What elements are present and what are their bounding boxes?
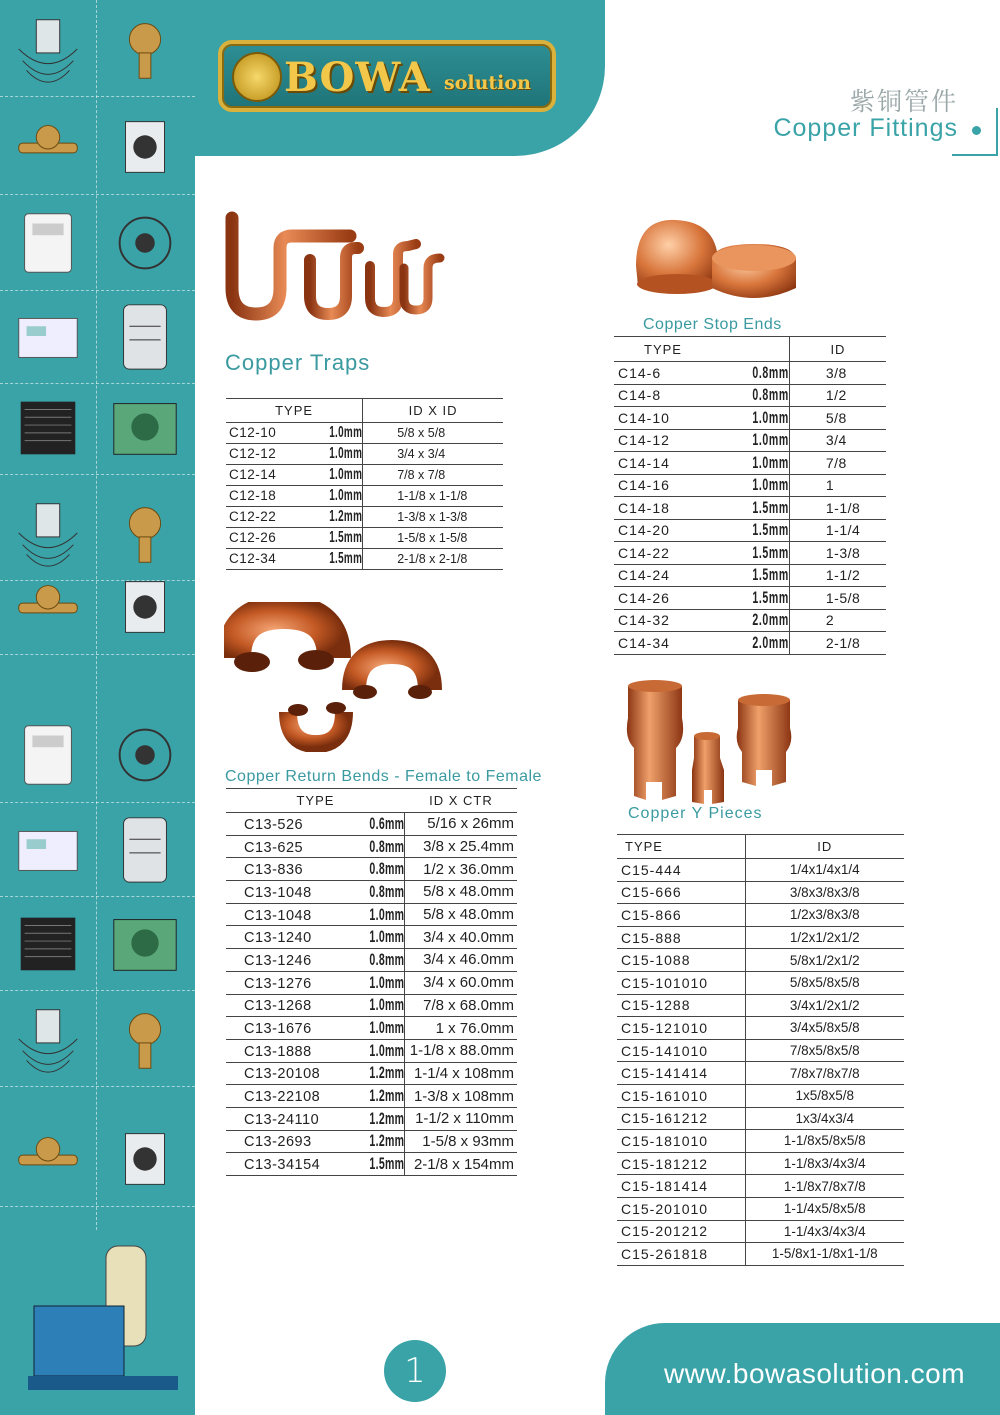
bend-thickness: 0.8mm <box>369 881 405 901</box>
table-row <box>617 1175 904 1198</box>
y-piece-type: C15-1288 <box>617 994 745 1017</box>
y-piece-size: 1/2x1/2x1/2 <box>745 926 904 949</box>
table-row <box>614 407 886 430</box>
table-row <box>226 994 517 1017</box>
y-piece-size: 5/8x5/8x5/8 <box>745 971 904 994</box>
table-row <box>226 1062 517 1085</box>
capillary-tube-icon <box>0 287 96 385</box>
y-piece-size: 1/4x1/4x1/4 <box>745 859 904 882</box>
y-piece-type: C15-261818 <box>617 1243 745 1266</box>
bend-type: C13-1276 <box>244 975 312 992</box>
stop-end-type: C14-16 <box>618 477 670 494</box>
stop-end-thickness: 1.0mm <box>752 475 789 495</box>
y-piece-type: C15-201010 <box>617 1197 745 1220</box>
solenoid-valve-icon <box>97 98 193 196</box>
table-row <box>226 1107 517 1130</box>
stops-col-type: TYPE <box>614 337 789 362</box>
bend-size: 1/2 x 36.0mm <box>405 858 517 881</box>
ypieces-col-type: TYPE <box>617 835 745 859</box>
bend-size: 5/8 x 48.0mm <box>405 903 517 926</box>
trap-size: 1-3/8 x 1-3/8 <box>363 507 503 528</box>
door-hinge-icon <box>97 706 193 804</box>
traps-col-type: TYPE <box>226 399 363 423</box>
bend-thickness: 1.0mm <box>369 1040 405 1060</box>
bend-thickness: 0.8mm <box>369 949 405 969</box>
table-row <box>617 1084 904 1107</box>
table-row <box>226 528 503 549</box>
table-row <box>617 1062 904 1085</box>
y-piece-size: 1-1/8x7/8x7/8 <box>745 1175 904 1198</box>
stop-end-thickness: 1.5mm <box>752 587 789 607</box>
evaporator-unit-icon <box>0 706 96 804</box>
brass-fitting-icon <box>0 98 96 196</box>
brand-suffix: solution <box>444 72 531 94</box>
y-piece-type: C15-888 <box>617 926 745 949</box>
trap-type: C12-12 <box>229 446 277 461</box>
table-row <box>614 452 886 475</box>
brand-name: BOWA <box>284 54 431 101</box>
bend-size: 3/8 x 25.4mm <box>405 835 517 858</box>
table-row <box>226 507 503 528</box>
pressure-control-icon <box>97 194 193 292</box>
sidebar-divider <box>0 654 195 655</box>
product-sidebar <box>0 0 195 1415</box>
table-row <box>226 835 517 858</box>
trap-type: C12-26 <box>229 530 277 545</box>
bend-size: 2-1/8 x 154mm <box>405 1153 517 1176</box>
table-row <box>614 519 886 542</box>
y-piece-size: 7/8x5/8x5/8 <box>745 1039 904 1062</box>
sidebar-divider <box>0 1086 195 1087</box>
table-row <box>226 813 517 836</box>
bends-col-type: TYPE <box>226 789 405 813</box>
trap-type: C12-14 <box>229 467 277 482</box>
table-row <box>614 632 886 655</box>
air-cooler-icon <box>0 894 96 992</box>
trap-size: 3/4 x 3/4 <box>363 444 503 465</box>
trap-size: 7/8 x 7/8 <box>363 465 503 486</box>
bend-size: 7/8 x 68.0mm <box>405 994 517 1017</box>
bend-size: 3/4 x 40.0mm <box>405 926 517 949</box>
table-row <box>614 609 886 632</box>
bend-thickness: 1.0mm <box>369 904 405 924</box>
access-valve-icon <box>97 378 193 476</box>
sight-glass-icon <box>0 378 96 476</box>
stop-end-type: C14-20 <box>618 522 670 539</box>
bend-type: C13-1246 <box>244 952 312 969</box>
y-piece-size: 1-5/8x1-1/8x1-1/8 <box>745 1243 904 1266</box>
bend-size: 3/4 x 60.0mm <box>405 971 517 994</box>
table-row <box>226 444 503 465</box>
table-row <box>617 859 904 882</box>
table-row <box>617 1017 904 1040</box>
trap-thickness: 1.0mm <box>329 445 363 462</box>
y-piece-type: C15-181212 <box>617 1152 745 1175</box>
trap-thickness: 1.5mm <box>329 529 363 546</box>
website-link[interactable]: www.bowasolution.com <box>664 1358 966 1389</box>
trap-type: C12-22 <box>229 509 277 524</box>
stop-end-size: 1-1/2 <box>789 564 886 587</box>
bend-type: C13-2693 <box>244 1134 312 1151</box>
trap-thickness: 1.0mm <box>329 424 363 441</box>
bend-type: C13-1676 <box>244 1021 312 1038</box>
table-row <box>226 881 517 904</box>
relay-module-icon <box>97 558 193 656</box>
y-piece-type: C15-101010 <box>617 971 745 994</box>
bend-thickness: 0.8mm <box>369 859 405 879</box>
bend-size: 1-5/8 x 93mm <box>405 1130 517 1153</box>
y-pieces-table <box>617 834 904 1266</box>
sidebar-divider <box>0 96 195 97</box>
stop-end-type: C14-32 <box>618 612 670 629</box>
table-row <box>614 587 886 610</box>
bend-type: C13-625 <box>244 839 304 856</box>
bend-thickness: 1.2mm <box>369 1131 405 1151</box>
table-row <box>226 971 517 994</box>
table-row <box>617 1039 904 1062</box>
trap-type: C12-18 <box>229 488 277 503</box>
bend-size: 5/8 x 48.0mm <box>405 881 517 904</box>
y-piece-type: C15-161212 <box>617 1107 745 1130</box>
table-row <box>617 1152 904 1175</box>
stop-end-thickness: 1.0mm <box>752 407 789 427</box>
y-piece-type: C15-201212 <box>617 1220 745 1243</box>
stop-end-size: 1-1/8 <box>789 497 886 520</box>
copper-y-pieces-image <box>622 678 804 806</box>
bend-size: 1-3/8 x 108mm <box>405 1085 517 1108</box>
y-piece-type: C15-181010 <box>617 1130 745 1153</box>
bend-type: C13-1240 <box>244 930 312 947</box>
table-row <box>617 1107 904 1130</box>
stop-end-size: 2 <box>789 609 886 632</box>
y-pieces-title: Copper Y Pieces <box>628 805 763 822</box>
return-bends-title: Copper Return Bends - Female to Female <box>225 768 542 785</box>
y-piece-size: 1-1/8x3/4x3/4 <box>745 1152 904 1175</box>
trap-size: 1-5/8 x 1-5/8 <box>363 528 503 549</box>
table-row <box>617 971 904 994</box>
compressor-blueprint-icon <box>0 990 96 1088</box>
stop-end-size: 2-1/8 <box>789 632 886 655</box>
y-piece-type: C15-181414 <box>617 1175 745 1198</box>
table-row <box>226 486 503 507</box>
table-row <box>226 1130 517 1153</box>
bend-type: C13-836 <box>244 862 304 879</box>
y-piece-size: 1-1/8x5/8x5/8 <box>745 1130 904 1153</box>
stop-end-size: 5/8 <box>789 407 886 430</box>
bend-thickness: 1.2mm <box>369 1108 405 1128</box>
stop-end-size: 3/8 <box>789 362 886 385</box>
bend-thickness: 1.2mm <box>369 1063 405 1083</box>
bend-size: 1 x 76.0mm <box>405 1017 517 1040</box>
table-row <box>617 1130 904 1153</box>
stops-col-id: ID <box>789 337 886 362</box>
trap-thickness: 1.0mm <box>329 487 363 504</box>
y-piece-size: 5/8x1/2x1/2 <box>745 949 904 972</box>
y-piece-size: 3/4x1/2x1/2 <box>745 994 904 1017</box>
bend-type: C13-24110 <box>244 1111 320 1128</box>
table-row <box>614 474 886 497</box>
y-piece-size: 1-1/4x3/4x3/4 <box>745 1220 904 1243</box>
y-piece-size: 1x3/4x3/4 <box>745 1107 904 1130</box>
bend-thickness: 1.0mm <box>369 1018 405 1038</box>
table-row <box>617 1220 904 1243</box>
trap-type: C12-34 <box>229 551 277 566</box>
bend-thickness: 0.6mm <box>369 813 405 833</box>
stop-end-thickness: 1.5mm <box>752 520 789 540</box>
table-row <box>614 542 886 565</box>
copper-stop-ends-image <box>632 214 804 310</box>
trap-type: C12-10 <box>229 425 277 440</box>
y-piece-type: C15-121010 <box>617 1017 745 1040</box>
table-row <box>226 926 517 949</box>
ypieces-col-id: ID <box>745 835 904 859</box>
trap-size: 5/8 x 5/8 <box>363 423 503 444</box>
y-piece-size: 1/2x3/8x3/8 <box>745 904 904 927</box>
traps-col-id: ID X ID <box>363 399 503 423</box>
table-row <box>226 1039 517 1062</box>
table-row <box>614 564 886 587</box>
stop-end-thickness: 1.0mm <box>752 452 789 472</box>
dual-pressure-switch-icon <box>97 287 193 385</box>
table-row <box>226 465 503 486</box>
table-row <box>617 904 904 927</box>
bend-size: 1-1/4 x 108mm <box>405 1062 517 1085</box>
bend-size: 1-1/2 x 110mm <box>405 1107 517 1130</box>
bend-type: C13-526 <box>244 816 304 833</box>
page-title: Copper Fittings <box>773 114 958 142</box>
condensing-unit-icon <box>97 894 193 992</box>
sidebar-divider <box>0 474 195 475</box>
stop-end-thickness: 0.8mm <box>752 385 789 405</box>
stop-end-thickness: 2.0mm <box>752 632 789 652</box>
stop-end-type: C14-26 <box>618 589 670 606</box>
table-row <box>226 1153 517 1176</box>
bend-thickness: 1.2mm <box>369 1086 405 1106</box>
stop-end-thickness: 1.5mm <box>752 497 789 517</box>
table-row <box>226 903 517 926</box>
expansion-valve-icon <box>97 0 193 98</box>
table-row <box>617 994 904 1017</box>
bend-thickness: 1.0mm <box>369 972 405 992</box>
stop-end-type: C14-14 <box>618 454 670 471</box>
stop-end-size: 1-1/4 <box>789 519 886 542</box>
stop-end-type: C14-24 <box>618 567 670 584</box>
trap-thickness: 1.5mm <box>329 550 363 567</box>
stop-end-thickness: 1.5mm <box>752 542 789 562</box>
sidebar-divider <box>96 0 97 1230</box>
stop-end-type: C14-34 <box>618 634 670 651</box>
return-bends-image <box>224 602 456 752</box>
y-piece-size: 3/4x5/8x5/8 <box>745 1017 904 1040</box>
stop-end-type: C14-8 <box>618 387 662 404</box>
table-row <box>617 1243 904 1266</box>
condenser-coil-icon <box>97 800 193 898</box>
table-row <box>226 423 503 444</box>
bend-thickness: 1.0mm <box>369 927 405 947</box>
stop-end-size: 1-3/8 <box>789 542 886 565</box>
sidebar-divider <box>0 1206 195 1207</box>
valve-manifold-icon <box>0 0 96 98</box>
stop-end-thickness: 1.5mm <box>752 565 789 585</box>
table-row <box>226 949 517 972</box>
stop-end-type: C14-22 <box>618 544 670 561</box>
trap-thickness: 1.2mm <box>329 508 363 525</box>
bend-type: C13-1888 <box>244 1043 312 1060</box>
cold-room-unit-icon <box>0 1110 96 1208</box>
bend-size: 1-1/8 x 88.0mm <box>405 1039 517 1062</box>
y-piece-type: C15-666 <box>617 881 745 904</box>
bends-col-id: ID X CTR <box>405 789 517 813</box>
stop-ends-table <box>614 336 886 655</box>
stop-end-type: C14-6 <box>618 364 662 381</box>
rack-system-icon <box>20 1236 180 1406</box>
page-title-chinese: 紫铜管件 <box>849 87 958 116</box>
bend-thickness: 1.0mm <box>369 995 405 1015</box>
stop-ends-title: Copper Stop Ends <box>643 316 782 333</box>
stop-end-thickness: 2.0mm <box>752 610 789 630</box>
stop-end-type: C14-12 <box>618 432 670 449</box>
y-piece-size: 3/8x3/8x3/8 <box>745 881 904 904</box>
hermetic-compressor-icon <box>97 990 193 1088</box>
return-bends-table <box>226 788 517 1176</box>
stop-end-type: C14-10 <box>618 409 670 426</box>
page-number: 1 <box>384 1340 446 1402</box>
y-piece-size: 7/8x7/8x7/8 <box>745 1062 904 1085</box>
traps-title: Copper Traps <box>225 350 371 375</box>
bend-thickness: 0.8mm <box>369 836 405 856</box>
trap-size: 1-1/8 x 1-1/8 <box>363 486 503 507</box>
stop-end-size: 1-5/8 <box>789 587 886 610</box>
brand-emblem-icon <box>232 52 282 102</box>
table-row <box>617 881 904 904</box>
trap-size: 2-1/8 x 2-1/8 <box>363 549 503 570</box>
table-row <box>226 1085 517 1108</box>
y-piece-size: 1-1/4x5/8x5/8 <box>745 1197 904 1220</box>
stop-end-thickness: 1.0mm <box>752 430 789 450</box>
table-row <box>617 926 904 949</box>
table-row <box>617 1197 904 1220</box>
y-piece-type: C15-1088 <box>617 949 745 972</box>
trap-thickness: 1.0mm <box>329 466 363 483</box>
y-piece-type: C15-866 <box>617 904 745 927</box>
table-row <box>614 362 886 385</box>
stop-end-thickness: 0.8mm <box>752 362 789 382</box>
bend-size: 5/16 x 26mm <box>405 813 517 836</box>
box-condenser-icon <box>97 1110 193 1208</box>
table-row <box>614 384 886 407</box>
stop-end-size: 1 <box>789 474 886 497</box>
bend-type: C13-1048 <box>244 884 312 901</box>
traps-table <box>226 398 503 570</box>
stop-end-size: 1/2 <box>789 384 886 407</box>
table-row <box>617 949 904 972</box>
y-piece-type: C15-161010 <box>617 1084 745 1107</box>
bend-type: C13-20108 <box>244 1066 321 1083</box>
bend-type: C13-34154 <box>244 1157 321 1174</box>
table-row <box>226 1017 517 1040</box>
fan-motor-icon <box>0 800 96 898</box>
bend-size: 3/4 x 46.0mm <box>405 949 517 972</box>
table-row <box>614 497 886 520</box>
title-dot-decoration <box>972 126 981 135</box>
y-piece-type: C15-141010 <box>617 1039 745 1062</box>
bend-type: C13-22108 <box>244 1089 321 1106</box>
y-piece-type: C15-444 <box>617 859 745 882</box>
table-row <box>614 429 886 452</box>
table-row <box>226 858 517 881</box>
pressure-switch-icon <box>0 194 96 292</box>
bend-type: C13-1268 <box>244 998 312 1015</box>
y-piece-size: 1x5/8x5/8 <box>745 1084 904 1107</box>
stop-end-size: 7/8 <box>789 452 886 475</box>
scroll-compressor-icon <box>0 558 96 656</box>
stop-end-size: 3/4 <box>789 429 886 452</box>
bend-thickness: 1.5mm <box>369 1154 405 1174</box>
y-piece-type: C15-141414 <box>617 1062 745 1085</box>
stop-end-type: C14-18 <box>618 499 670 516</box>
table-row <box>226 549 503 570</box>
copper-traps-image <box>218 210 483 322</box>
bend-type: C13-1048 <box>244 907 312 924</box>
